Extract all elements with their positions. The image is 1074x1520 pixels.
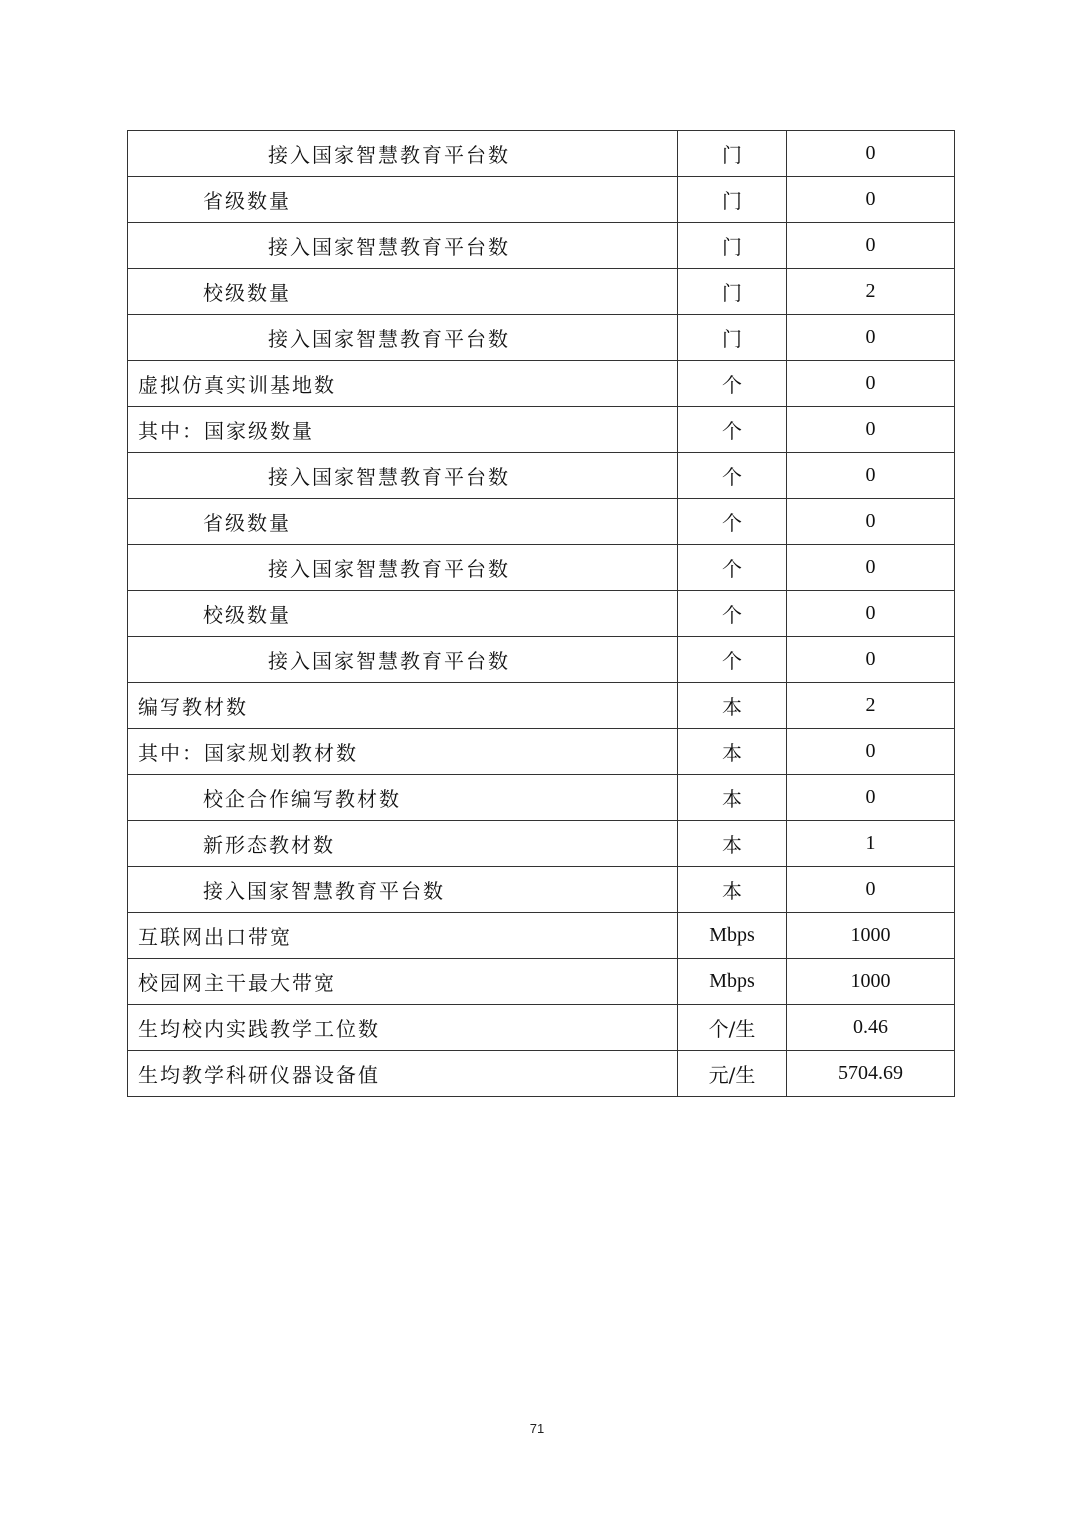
value-cell: 2 (787, 269, 955, 315)
unit-cell: 个 (678, 407, 787, 453)
table-row (128, 315, 955, 361)
table-row (128, 867, 955, 913)
item-name-cell: 接入国家智慧教育平台数 (128, 453, 678, 499)
item-name-cell: 生均校内实践教学工位数 (128, 1005, 678, 1051)
item-name-cell: 省级数量 (128, 177, 678, 223)
value-cell: 0 (787, 591, 955, 637)
item-name-cell: 接入国家智慧教育平台数 (128, 131, 678, 177)
table-row (128, 361, 955, 407)
value-cell: 0 (787, 453, 955, 499)
statistics-table (127, 130, 955, 1097)
page-number: 71 (529, 1421, 545, 1436)
unit-cell: 本 (678, 775, 787, 821)
item-name-cell: 虚拟仿真实训基地数 (128, 361, 678, 407)
table-row (128, 591, 955, 637)
table-row (128, 453, 955, 499)
unit-cell: 门 (678, 131, 787, 177)
unit-cell: 个 (678, 361, 787, 407)
table-row (128, 775, 955, 821)
table-row (128, 821, 955, 867)
unit-cell: 本 (678, 821, 787, 867)
table-row (128, 499, 955, 545)
unit-cell: Mbps (678, 959, 787, 1005)
value-cell: 0 (787, 131, 955, 177)
value-cell: 0 (787, 867, 955, 913)
value-cell: 0 (787, 545, 955, 591)
item-name-cell: 校园网主干最大带宽 (128, 959, 678, 1005)
table-body (128, 131, 955, 1097)
table-row (128, 223, 955, 269)
table-row (128, 407, 955, 453)
value-cell: 0 (787, 361, 955, 407)
unit-cell: 门 (678, 315, 787, 361)
table-row (128, 131, 955, 177)
value-cell: 0 (787, 637, 955, 683)
item-name-cell: 其中：国家规划教材数 (128, 729, 678, 775)
value-cell: 0 (787, 775, 955, 821)
value-cell: 1000 (787, 959, 955, 1005)
item-name-cell: 接入国家智慧教育平台数 (128, 637, 678, 683)
value-cell: 0 (787, 407, 955, 453)
table-row (128, 545, 955, 591)
item-name-cell: 互联网出口带宽 (128, 913, 678, 959)
value-cell: 0.46 (787, 1005, 955, 1051)
value-cell: 0 (787, 223, 955, 269)
unit-cell: 门 (678, 269, 787, 315)
item-name-cell: 接入国家智慧教育平台数 (128, 223, 678, 269)
unit-cell: 本 (678, 867, 787, 913)
item-name-cell: 接入国家智慧教育平台数 (128, 545, 678, 591)
unit-cell: 本 (678, 729, 787, 775)
unit-cell: 元/生 (678, 1051, 787, 1097)
value-cell: 1 (787, 821, 955, 867)
unit-cell: 个 (678, 499, 787, 545)
table-row (128, 959, 955, 1005)
item-name-cell: 校企合作编写教材数 (128, 775, 678, 821)
item-name-cell: 生均教学科研仪器设备值 (128, 1051, 678, 1097)
unit-cell: 个 (678, 545, 787, 591)
value-cell: 0 (787, 315, 955, 361)
value-cell: 0 (787, 729, 955, 775)
unit-cell: Mbps (678, 913, 787, 959)
item-name-cell: 新形态教材数 (128, 821, 678, 867)
table-row (128, 913, 955, 959)
table-row (128, 637, 955, 683)
table-row (128, 729, 955, 775)
table-row (128, 269, 955, 315)
unit-cell: 门 (678, 177, 787, 223)
item-name-cell: 省级数量 (128, 499, 678, 545)
value-cell: 2 (787, 683, 955, 729)
table-row (128, 177, 955, 223)
item-name-cell: 接入国家智慧教育平台数 (128, 867, 678, 913)
table-row (128, 1005, 955, 1051)
unit-cell: 门 (678, 223, 787, 269)
value-cell: 5704.69 (787, 1051, 955, 1097)
table-row (128, 1051, 955, 1097)
item-name-cell: 接入国家智慧教育平台数 (128, 315, 678, 361)
item-name-cell: 编写教材数 (128, 683, 678, 729)
unit-cell: 个 (678, 591, 787, 637)
value-cell: 1000 (787, 913, 955, 959)
item-name-cell: 校级数量 (128, 269, 678, 315)
unit-cell: 个 (678, 637, 787, 683)
item-name-cell: 其中：国家级数量 (128, 407, 678, 453)
table-row (128, 683, 955, 729)
item-name-cell: 校级数量 (128, 591, 678, 637)
unit-cell: 本 (678, 683, 787, 729)
value-cell: 0 (787, 177, 955, 223)
unit-cell: 个 (678, 453, 787, 499)
unit-cell: 个/生 (678, 1005, 787, 1051)
value-cell: 0 (787, 499, 955, 545)
